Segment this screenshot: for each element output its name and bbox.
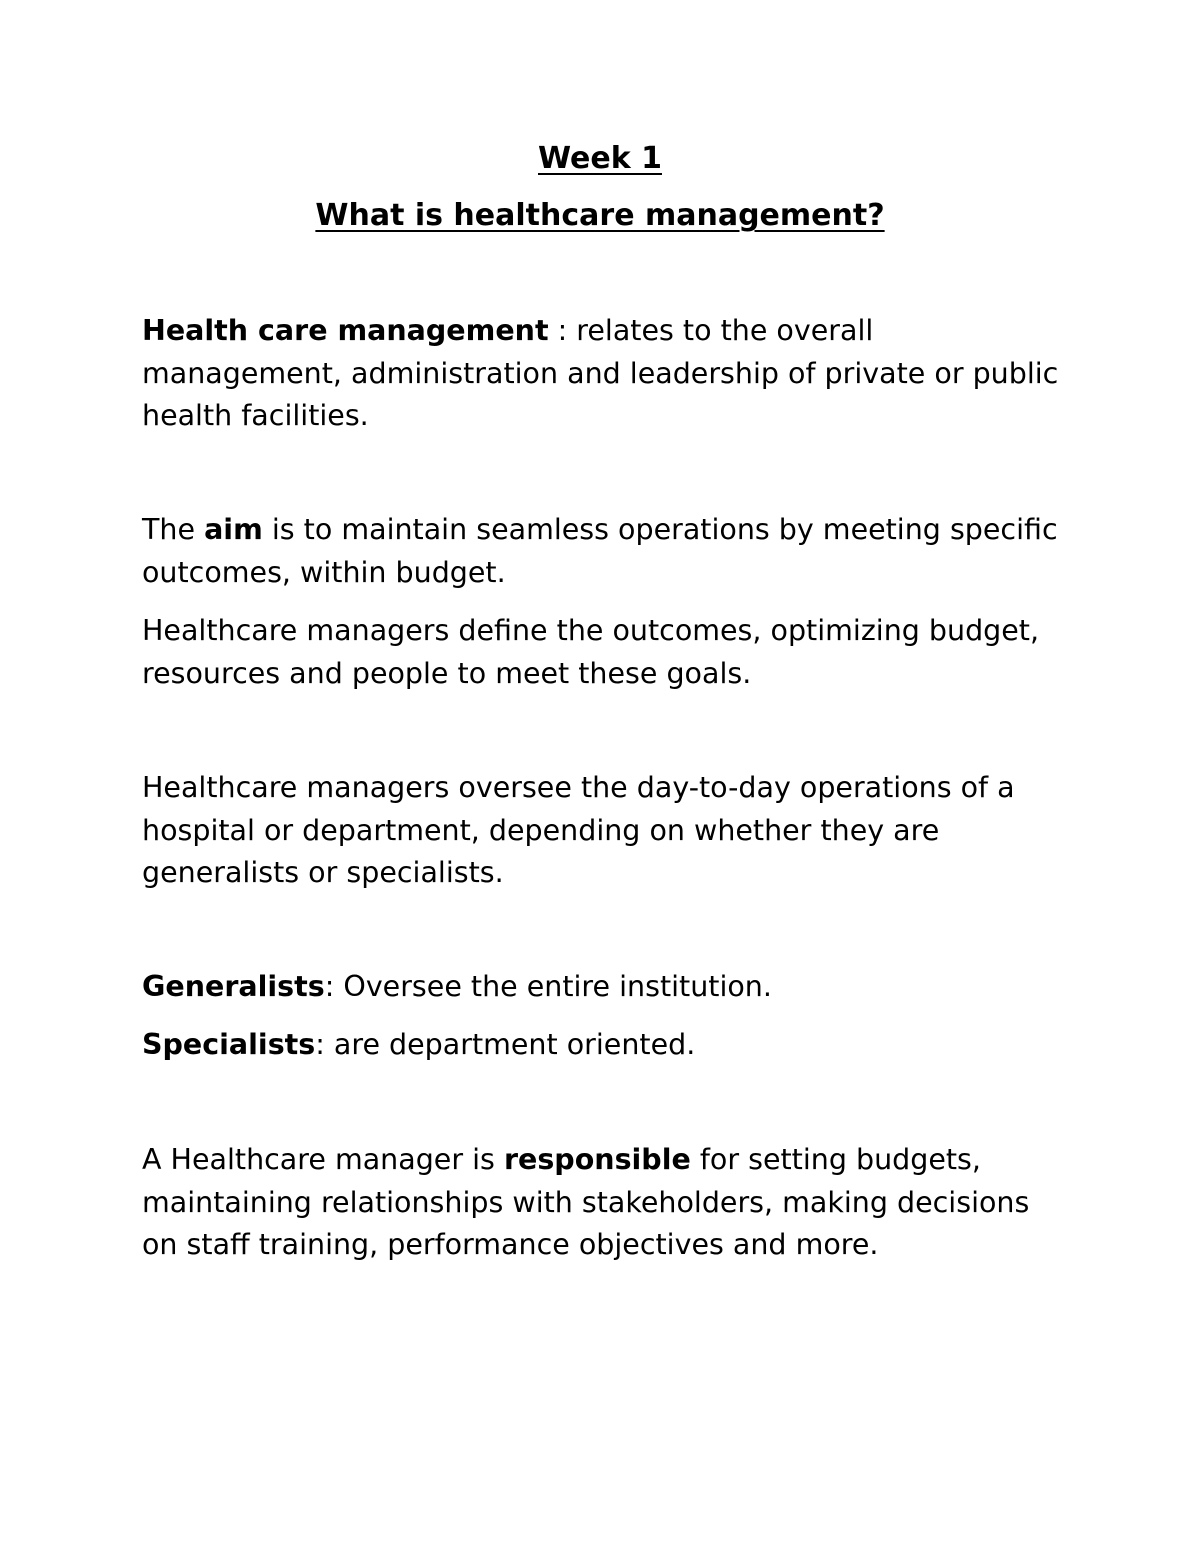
definition-term: Health care management [142,314,549,347]
aim-text: is to maintain seamless operations by meeting specific outcomes, within budget. [142,513,1058,589]
responsibilities-text: for setting budgets, maintaining relationships with stakeholders, making decisions on staff training, performance objectives and more. [142,1143,1030,1261]
specialists-text: : are department oriented. [315,1028,696,1061]
specialists-term: Specialists [142,1028,316,1061]
generalists-term: Generalists [142,970,325,1003]
responsibilities-paragraph [142,1139,1072,1267]
responsibilities-term: responsible [503,1143,691,1176]
managers-oversee-paragraph: Healthcare managers oversee the day-to-day operations of a hospital or department, depending on whether they are generalists or specialists. [142,771,1015,889]
managers-define-paragraph: Healthcare managers define the outcomes, optimizing budget, resources and people to meet these goals. [142,614,1040,690]
responsibilities-prefix: A Healthcare manager is [142,1143,504,1176]
generalists-paragraph [142,966,1072,1009]
main-title: What is healthcare management? [315,198,885,233]
aim-prefix: The [142,513,205,546]
generalists-text: : Oversee the entire institution. [324,970,772,1003]
definition-paragraph [142,310,1072,438]
week-title: Week 1 [538,141,662,176]
specialists-paragraph [142,1024,1072,1067]
aim-paragraph [142,509,1072,594]
definition-text: : relates to the overall management, administration and leadership of private or public health facilities. [142,314,1059,432]
aim-term: aim [204,513,263,546]
